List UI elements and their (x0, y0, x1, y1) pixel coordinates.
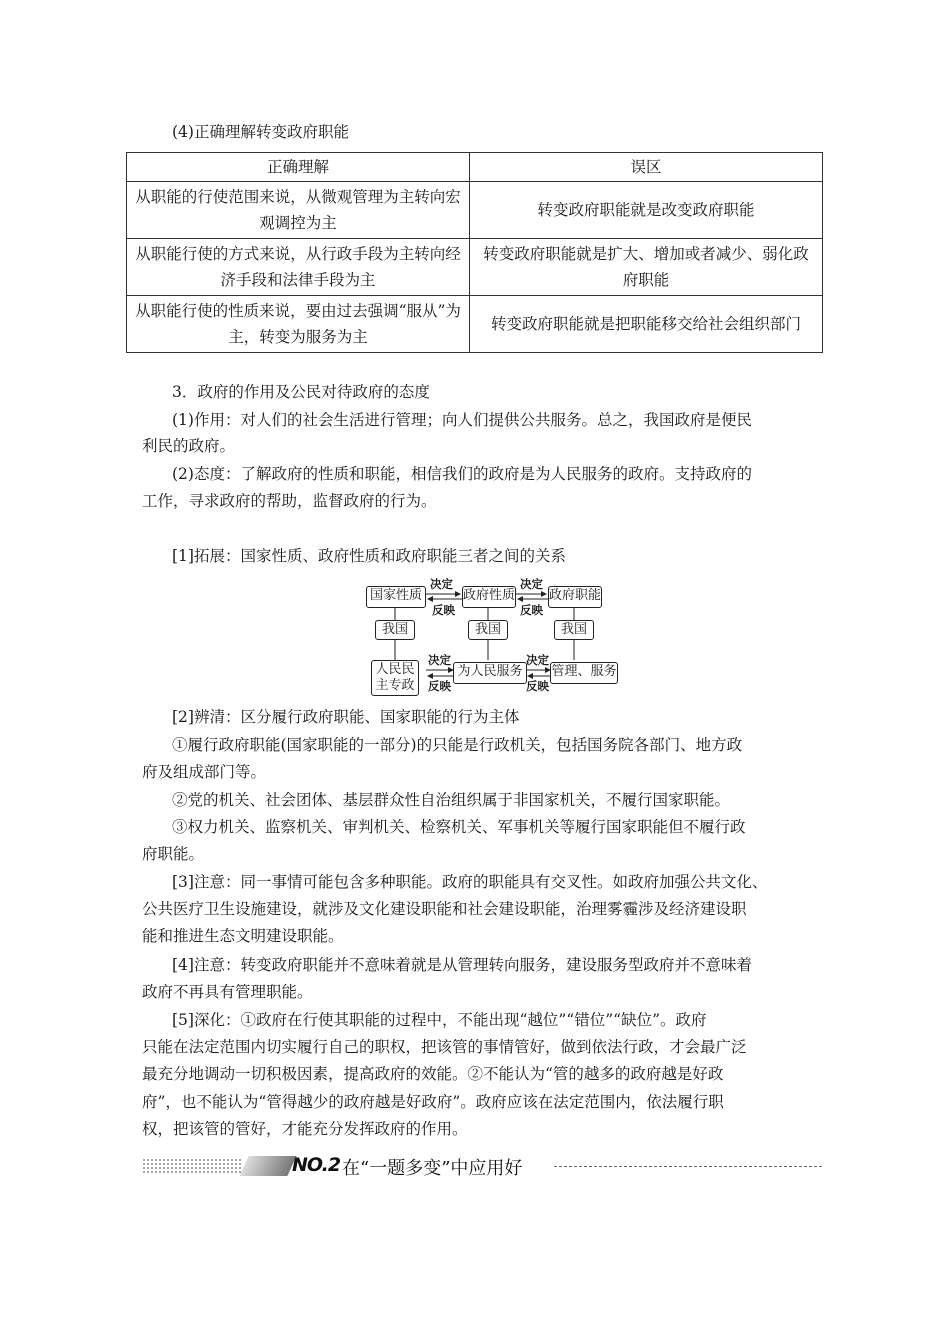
cell-correct: 从职能的行使范围来说，从微观管理为主转向宏观调控为主 (127, 182, 470, 239)
box-text-line: 主专政 (375, 678, 415, 693)
cell-correct: 从职能行使的方式来说，从行政手段为主转向经济手段和法律手段为主 (127, 239, 470, 296)
paragraph-line: 府职能。 (142, 845, 205, 863)
extension-title: [1]拓展：国家性质、政府性质和政府职能三者之间的关系 (172, 547, 566, 565)
decide-label: 决定 (526, 653, 549, 667)
table-row (127, 296, 823, 353)
section3-title: 3．政府的作用及公民对待政府的态度 (172, 383, 430, 401)
paragraph-line: 工作，寻求政府的帮助，监督政府的行为。 (142, 492, 437, 510)
paragraph-line: [5]深化：①政府在行使其职能的过程中，不能出现“越位”“错位”“缺位”。政府 (172, 1011, 707, 1029)
paragraph-line: 政府不再具有管理职能。 (142, 983, 313, 1001)
feedback-label: 反映 (526, 679, 549, 693)
paragraph-line: 利民的政府。 (142, 437, 236, 455)
cell-mistake: 转变政府职能就是扩大、增加或者减少、弱化政府职能 (470, 239, 823, 296)
paragraph-line: [3]注意：同一事情可能包含多种职能。政府的职能具有交叉性。如政府加强公共文化、 (172, 873, 768, 891)
banner-dashed-line (554, 1166, 822, 1167)
paragraph-line: 公共医疗卫生设施建设，就涉及文化建设职能和社会建设职能，治理雾霾涉及经济建设职 (142, 900, 747, 918)
table-row (127, 239, 823, 296)
state-nature-box: 国家性质 (366, 586, 426, 608)
people-democratic-dictatorship-box (371, 660, 419, 696)
box-text-line: 人民民 (375, 662, 415, 677)
table-header-row (127, 153, 823, 182)
dotted-pattern (142, 1158, 242, 1174)
paragraph-line: 能和推进生态文明建设职能。 (142, 927, 344, 945)
paragraph-line: [4]注意：转变政府职能并不意味着就是从管理转向服务，建设服务型政府并不意味着 (172, 956, 752, 974)
paragraph-line: 权，把该管的管好，才能充分发挥政府的作用。 (142, 1120, 468, 1138)
manage-serve-box: 管理、服务 (550, 662, 618, 684)
cell-mistake: 转变政府职能就是把职能移交给社会组织部门 (470, 296, 823, 353)
extension-title: [2]辨清：区分履行政府职能、国家职能的行为主体 (172, 708, 520, 726)
government-function-box: 政府职能 (548, 586, 602, 608)
table-row (127, 182, 823, 239)
section-title: (4)正确理解转变政府职能 (172, 123, 349, 141)
paragraph-line: ①履行政府职能(国家职能的一部分)的只能是行政机关，包括国务院各部门、地方政 (172, 736, 743, 754)
paragraph-line: 只能在法定范围内切实履行自己的职权，把该管的事情管好，做到依法行政，才会最广泛 (142, 1038, 747, 1056)
comparison-table (126, 152, 823, 353)
our-country-box: 我国 (554, 620, 594, 640)
relationship-diagram (360, 574, 620, 698)
header-mistake: 误区 (470, 153, 823, 182)
header-correct: 正确理解 (127, 153, 470, 182)
cell-correct: 从职能行使的性质来说，要由过去强调“服从”为主，转变为服务为主 (127, 296, 470, 353)
paragraph-line: ②党的机关、社会团体、基层群众性自治组织属于非国家机关，不履行国家职能。 (172, 791, 731, 809)
banner-badge: NO.2 (292, 1154, 341, 1176)
banner-stripe (239, 1156, 296, 1176)
feedback-label: 反映 (428, 679, 451, 693)
decide-label: 决定 (520, 577, 543, 591)
section-banner (142, 1152, 822, 1182)
decide-label: 决定 (430, 577, 453, 591)
paragraph-line: 最充分地调动一切积极因素，提高政府的效能。②不能认为“管的越多的政府越是好政 (142, 1065, 724, 1083)
paragraph-line: 府”，也不能认为“管得越少的政府越是好政府”。政府应该在法定范围内，依法履行职 (142, 1093, 724, 1111)
paragraph-line: (2)态度：了解政府的性质和职能，相信我们的政府是为人民服务的政府。支持政府的 (172, 465, 752, 483)
cell-mistake: 转变政府职能就是改变政府职能 (470, 182, 823, 239)
paragraph-line: ③权力机关、监察机关、审判机关、检察机关、军事机关等履行国家职能但不履行政 (172, 818, 746, 836)
our-country-box: 我国 (375, 620, 415, 640)
paragraph-line: (1)作用：对人们的社会生活进行管理；向人们提供公共服务。总之，我国政府是便民 (172, 411, 752, 429)
feedback-label: 反映 (520, 603, 543, 617)
government-nature-box: 政府性质 (462, 586, 516, 608)
decide-label: 决定 (428, 653, 451, 667)
feedback-label: 反映 (432, 603, 455, 617)
our-country-box: 我国 (468, 620, 508, 640)
paragraph-line: 府及组成部门等。 (142, 763, 267, 781)
serve-people-box: 为人民服务 (453, 662, 527, 684)
banner-title: 在“一题多变”中应用好 (342, 1158, 523, 1179)
